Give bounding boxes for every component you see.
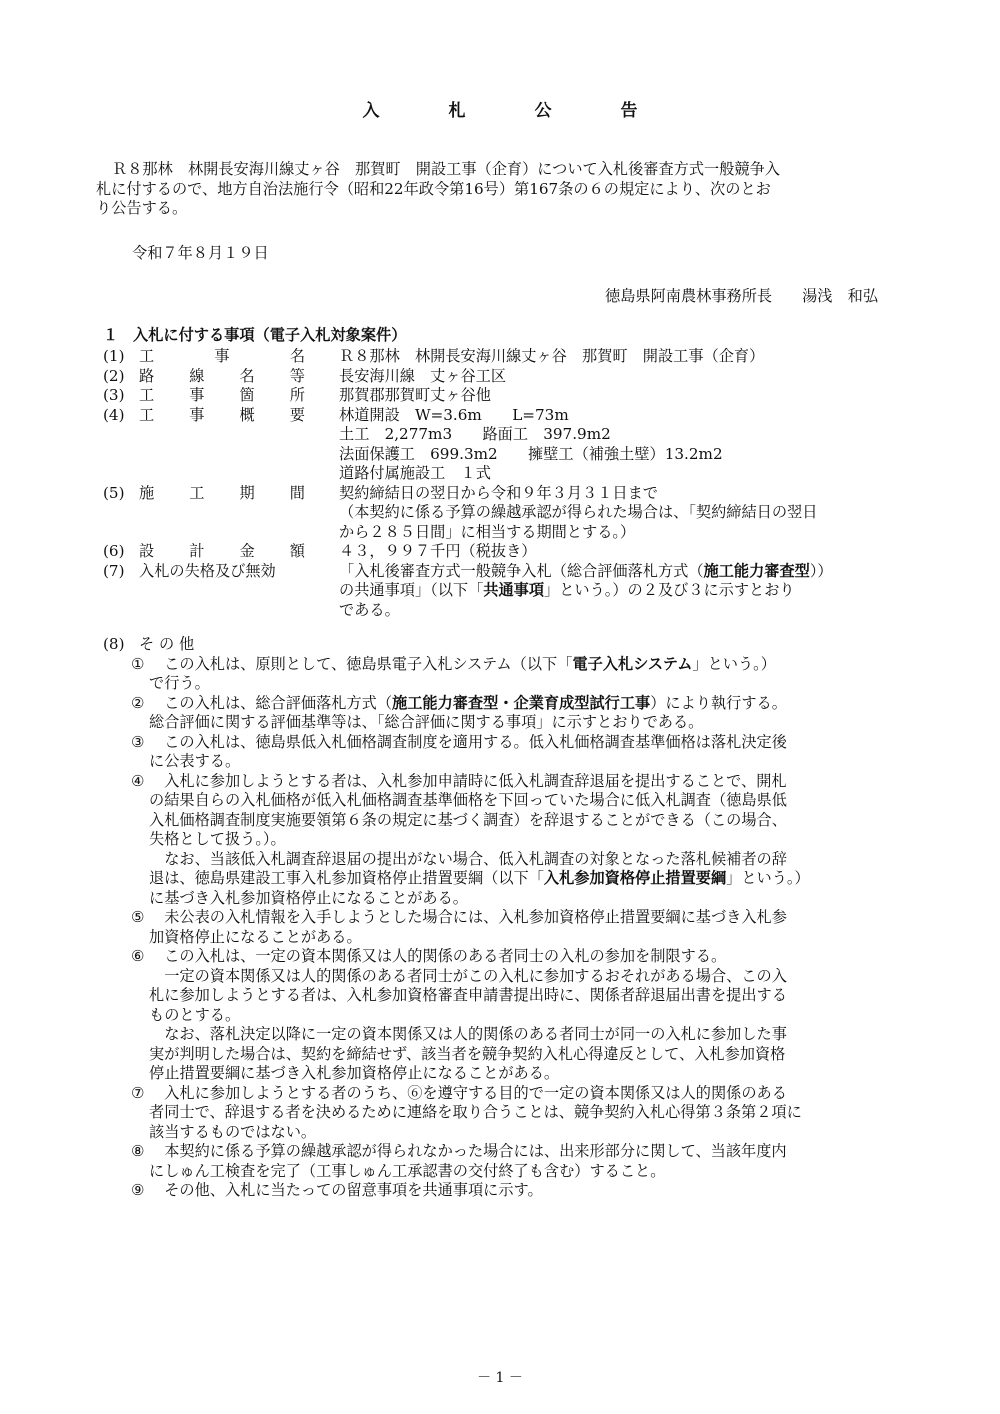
item-value: の共通事項」（以下「共通事項」という。）の２及び３に示すとおり — [339, 581, 795, 599]
item-row — [103, 523, 903, 543]
item-value: 那賀郡那賀町丈ヶ谷他 — [339, 386, 491, 404]
item-label — [139, 581, 339, 601]
section-heading — [103, 326, 406, 346]
item-value: 契約締結日の翌日から令和９年３月３１日まで — [339, 483, 658, 502]
emphasis-text: 電子入札システム — [572, 654, 693, 673]
sub-item-line: 該当するものではない。 — [149, 1122, 317, 1141]
sub-item-line: 一定の資本関係又は人的関係のある者同士がこの入札に参加するおそれがある場合、この入 — [149, 966, 787, 985]
item-label — [139, 503, 339, 523]
item-row — [103, 464, 903, 484]
item-number: (3) — [103, 386, 125, 404]
sub-item-mark: ⑥ — [131, 947, 145, 965]
item-value: 土工 2,277m3 路面工 397.9m2 — [339, 425, 611, 443]
other-section — [103, 635, 903, 1201]
item-number — [103, 464, 139, 484]
item-value: 長安海川線 丈ヶ谷工区 — [339, 366, 507, 385]
sub-item-line: 退は、徳島県建設工事入札参加資格停止措置要綱（以下「入札参加資格停止措置要綱」という。） — [149, 869, 810, 887]
section-number: １ — [103, 326, 119, 344]
sub-item-line: に公表する。 — [149, 752, 241, 770]
sub-item-text: この入札は、徳島県低入札価格調査制度を適用する。低入札価格調査基準価格は落札決定後 — [149, 732, 787, 751]
label-char: 名 — [239, 366, 255, 385]
sub-item-text: 入札に参加しようとする者のうち、⑥を遵守する目的で一定の資本関係又は人的関係のある — [149, 1083, 787, 1102]
sub-item-line: で行う。 — [149, 674, 210, 692]
sub-item-line: ものとする。 — [149, 1005, 241, 1024]
item-value: ４３，９９７千円（税抜き） — [339, 542, 537, 560]
sub-item-mark: ⑤ — [131, 908, 145, 926]
intro-line: 札に付するので、地方自治法施行令（昭和22年政令第16号）第167条の６の規定により、次のとお — [96, 179, 771, 198]
item-label — [139, 601, 339, 621]
sub-item-mark: ⑨ — [131, 1181, 145, 1199]
sub-item-text: 未公表の入札情報を入手しようとした場合には、入札参加資格停止措置要綱に基づき入札参 — [149, 908, 787, 926]
sub-item — [131, 1142, 903, 1181]
item-value: Ｒ８那林 林開長安海川線丈ヶ谷 那賀町 開設工事（企育） — [339, 347, 765, 365]
item-row — [103, 635, 903, 655]
label-char: 工 — [139, 347, 155, 365]
item-list — [103, 347, 903, 620]
sub-item-line — [131, 1181, 903, 1201]
emphasis-text: 施工能力審査型・企業育成型試行工事 — [392, 693, 651, 712]
sub-item-line: 実が判明した場合は、契約を締結せず、該当者を競争契約入札心得違反として、入札参加資格 — [149, 1044, 786, 1063]
label-char: 額 — [289, 542, 305, 560]
item-label — [139, 464, 339, 484]
item-label — [139, 386, 339, 406]
sub-item-line: の結果自らの入札価格が低入札価格調査基準価格を下回っていた場合に低入札調査（徳島県低 — [149, 791, 787, 809]
label-char: 路 — [139, 366, 155, 385]
sub-item-mark: ① — [131, 654, 145, 673]
item-label — [139, 523, 339, 543]
emphasis-text: 共通事項 — [483, 581, 545, 599]
sub-item-line: 失格として扱う。）。 — [149, 830, 286, 848]
item-row — [103, 581, 903, 601]
item-number — [103, 425, 139, 445]
item-row — [103, 347, 903, 367]
sub-item-text: この入札は、総合評価落札方式（施工能力審査型・企業育成型試行工事）により執行する。 — [149, 693, 787, 712]
sub-item-line: に基づき入札参加資格停止になることがある。 — [149, 888, 468, 907]
sub-item-text: 本契約に係る予算の繰越承認が得られなかった場合には、出来形部分に関して、当該年度内 — [149, 1142, 787, 1160]
sub-item-line — [131, 1142, 903, 1162]
label-char: 概 — [239, 405, 255, 424]
sub-item-line — [131, 947, 903, 967]
sub-item-line — [131, 733, 903, 753]
item-value: 道路付属施設工 １式 — [339, 464, 491, 482]
intro-line: Ｒ８那林 林開長安海川線丈ヶ谷 那賀町 開設工事（企育）について入札後審査方式一般競争入 — [112, 160, 780, 178]
label-char: 設 — [139, 542, 155, 560]
item-value: 「入札後審査方式一般競争入札（総合評価落札方式（施工能力審査型）） — [339, 561, 833, 580]
label-char: 期 — [239, 483, 255, 502]
sub-item-text: 入札に参加しようとする者は、入札参加申請時に低入札調査辞退届を提出することで、開札 — [149, 771, 787, 790]
item-label — [139, 445, 339, 465]
item-row — [103, 406, 903, 426]
sub-item-line: 停止措置要綱に基づき入札参加資格停止になることがある。 — [149, 1064, 560, 1082]
sub-item — [131, 1181, 903, 1201]
emphasis-text: 施工能力審査型 — [703, 561, 810, 580]
intro-line: り公告する。 — [96, 199, 188, 217]
label-char: 線 — [189, 366, 205, 385]
sub-item-line: 総合評価に関する評価基準等は、「総合評価に関する事項」に示すとおりである。 — [149, 713, 704, 731]
item-row — [103, 503, 903, 523]
label-char: 要 — [289, 405, 305, 424]
sub-item-line — [131, 772, 903, 792]
sub-item-mark: ② — [131, 693, 145, 712]
signer-name: 湯浅 和弘 — [802, 287, 878, 305]
sub-item-line: 入札価格調査制度実施要領第６条の規定に基づく調査）を辞退することができる（この場合、 — [149, 810, 787, 829]
signer-office: 徳島県阿南農林事務所長 — [605, 287, 773, 305]
item-number — [103, 601, 139, 621]
item-row — [103, 542, 903, 562]
item-number — [103, 445, 139, 465]
label-char: 等 — [289, 366, 305, 385]
item-number — [103, 503, 139, 523]
item-label — [139, 425, 339, 445]
notice-date: 令和７年８月１９日 — [132, 244, 269, 262]
label-char: 工 — [189, 483, 205, 502]
signer — [605, 287, 878, 307]
sub-item-line — [131, 694, 903, 714]
sub-item-line: にしゅん工検査を完了（工事しゅん工承認書の交付終了も含む）すること。 — [149, 1161, 666, 1180]
item-row — [103, 484, 903, 504]
label-char: 工 — [139, 386, 155, 404]
sub-item-mark: ③ — [131, 732, 145, 751]
item-label — [139, 406, 339, 426]
label-char: 間 — [289, 483, 305, 502]
sub-item-line: なお、落札決定以降に一定の資本関係又は人的関係のある者同士が同一の入札に参加した事 — [149, 1025, 787, 1043]
item-row — [103, 425, 903, 445]
emphasis-text: 入札参加資格停止措置要綱 — [543, 869, 727, 887]
sub-item-line — [131, 655, 903, 675]
item-row — [103, 386, 903, 406]
sub-item-text: この入札は、原則として、徳島県電子入札システム（以下「電子入札システム」という。） — [149, 654, 776, 673]
label-char: 計 — [189, 542, 205, 560]
label-char: 所 — [289, 386, 305, 404]
item-value: 法面保護工 699.3m2 擁壁工（補強土壁）13.2m2 — [339, 444, 723, 463]
item-number — [103, 523, 139, 543]
sub-item-mark: ④ — [131, 771, 145, 790]
label-char: 箇 — [239, 386, 255, 404]
item-label — [139, 484, 339, 504]
item-label — [139, 347, 339, 367]
sub-item — [131, 1084, 903, 1143]
item-number: (7) — [103, 561, 125, 580]
item-number — [103, 581, 139, 601]
item-number: (1) — [103, 347, 125, 365]
label-char: 事 — [214, 347, 230, 365]
sub-item — [131, 908, 903, 947]
sub-item-line: 者同士で、辞退する者を決めるために連絡を取り合うことは、競争契約入札心得第３条第２項に — [149, 1103, 802, 1121]
label-char: 事 — [189, 405, 205, 424]
intro-paragraph — [96, 160, 900, 219]
label-char: 金 — [239, 542, 255, 560]
item-value: 林道開設 W=3.6m L=73m — [339, 405, 569, 424]
item-row — [103, 367, 903, 387]
sub-item-line: 加資格停止になることがある。 — [149, 927, 362, 946]
sub-item-line: なお、当該低入札調査辞退届の提出がない場合、低入札調査の対象となった落札候補者の辞 — [149, 849, 787, 868]
sub-item-mark: ⑦ — [131, 1083, 145, 1102]
section-title: 入札に付する事項（電子入札対象案件） — [133, 326, 407, 344]
item-number: (5) — [103, 483, 125, 502]
item-value: （本契約に係る予算の繰越承認が得られた場合は、「契約締結日の翌日 — [339, 503, 818, 521]
item-row — [103, 562, 903, 582]
label-char: 名 — [289, 347, 305, 365]
item-label — [139, 542, 339, 562]
item-number: (4) — [103, 405, 125, 424]
item-label — [139, 367, 339, 387]
sub-item-line — [131, 908, 903, 928]
item-number: (6) — [103, 542, 125, 560]
label-char: 事 — [189, 386, 205, 404]
sub-item-text: この入札は、一定の資本関係又は人的関係のある者同士の入札の参加を制限する。 — [149, 947, 727, 965]
item-number: (2) — [103, 366, 125, 385]
page-title: 入 札 公 告 — [362, 101, 664, 121]
sub-item-text: その他、入札に当たっての留意事項を共通事項に示す。 — [149, 1181, 543, 1199]
sub-item — [131, 733, 903, 772]
sub-item — [131, 655, 903, 694]
item-number: (8) — [103, 635, 125, 653]
sub-item — [131, 772, 903, 909]
item-label: そ の 他 — [139, 635, 195, 653]
item-value: から２８５日間」に相当する期間とする。） — [339, 522, 636, 541]
label-char: 工 — [139, 405, 155, 424]
page-number: － 1 － — [477, 1370, 523, 1386]
sub-item — [131, 947, 903, 1084]
item-row — [103, 601, 903, 621]
sub-item-line: 札に参加しようとする者は、入札参加資格審査申請書提出時に、関係者辞退届出書を提出する — [149, 986, 787, 1004]
sub-item — [131, 694, 903, 733]
item-label: 入札の失格及び無効 — [139, 561, 276, 580]
item-row — [103, 445, 903, 465]
sub-item-line — [131, 1084, 903, 1104]
item-value: である。 — [339, 600, 400, 619]
sub-item-mark: ⑧ — [131, 1142, 145, 1160]
label-char: 施 — [139, 483, 155, 502]
